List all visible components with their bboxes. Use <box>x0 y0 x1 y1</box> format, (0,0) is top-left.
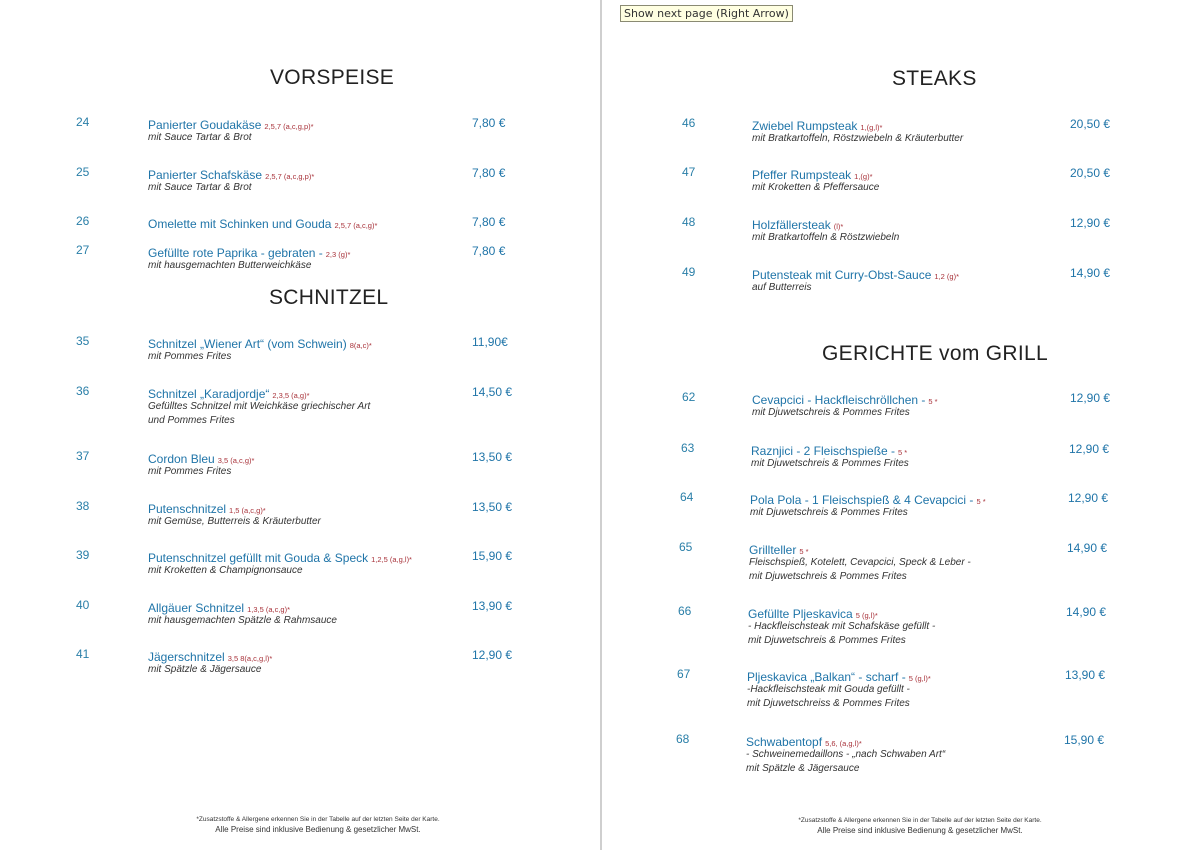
item-price: 7,80 € <box>472 244 506 258</box>
item-price: 7,80 € <box>472 116 506 130</box>
item-name: Pola Pola - 1 Fleischspieß & 4 Cevapcici - <box>750 493 974 507</box>
item-price: 13,90 € <box>1065 668 1106 682</box>
item-number: 25 <box>76 165 90 179</box>
item-price: 12,90 € <box>1070 391 1111 405</box>
item-price: 12,90 € <box>472 648 513 662</box>
allergen-code: (l)* <box>833 222 844 231</box>
item-price: 20,50 € <box>1070 117 1111 131</box>
item-number: 36 <box>76 384 90 398</box>
item-description: mit Djuwetschreis & Pommes Frites <box>750 507 908 518</box>
item-description: mit Spätzle & Jägersauce <box>148 664 262 675</box>
item-description: mit Djuwetschreis & Pommes Frites <box>751 458 909 469</box>
item-name: Allgäuer Schnitzel <box>148 601 245 615</box>
item-name: Holzfällersteak <box>752 218 831 232</box>
item-number: 24 <box>76 115 90 129</box>
item-name: Omelette mit Schinken und Gouda <box>148 217 332 231</box>
item-number: 65 <box>679 540 693 554</box>
allergen-code: 5,6, (a,g,l)* <box>825 739 862 748</box>
item-number: 47 <box>682 165 696 179</box>
item-description: mit Gemüse, Butterreis & Kräuterbutter <box>148 516 321 527</box>
item-price: 14,90 € <box>1067 541 1108 555</box>
allergen-code: 8(a,c)* <box>349 341 372 350</box>
allergen-code: 5 * <box>898 448 908 457</box>
item-price: 13,90 € <box>472 599 513 613</box>
allergen-code: 2,5,7 (a,c,g)* <box>334 221 378 230</box>
allergen-code: 1,5 (a,c,g)* <box>229 506 266 515</box>
item-description: mit Kroketten & Pfeffersauce <box>752 182 880 193</box>
item-number: 37 <box>76 449 90 463</box>
allergen-code: 1,2,5 (a,g,l)* <box>371 555 412 564</box>
item-description: mit Pommes Frites <box>148 351 232 362</box>
allergen-code: 2,3 (g)* <box>325 250 351 259</box>
section-title: GERICHTE vom GRILL <box>822 342 1048 365</box>
item-number: 26 <box>76 214 90 228</box>
item-description: - Schweinemedaillons - „nach Schwaben Art“ <box>746 749 946 760</box>
page-footer <box>760 817 1080 835</box>
item-price: 13,50 € <box>472 500 513 514</box>
footer-price-note: Alle Preise sind inklusive Bedienung & gesetzlicher MwSt. <box>817 826 1023 835</box>
page-footer <box>158 816 478 834</box>
allergen-code: 1,(g)* <box>854 172 873 181</box>
item-price: 14,90 € <box>1070 266 1111 280</box>
section-title: STEAKS <box>892 67 977 90</box>
item-name: Cordon Bleu <box>148 452 215 466</box>
item-name: Panierter Schafskäse <box>148 168 263 182</box>
footer-allergen-note: *Zusatzstoffe & Allergene erkennen Sie in der Tabelle auf der letzten Seite der Karte. <box>196 816 440 823</box>
item-name: Putenschnitzel gefüllt mit Gouda & Speck <box>148 551 369 565</box>
item-description: mit Djuwetschreis & Pommes Frites <box>752 407 910 418</box>
item-name: Pljeskavica „Balkan“ - scharf - <box>747 670 906 684</box>
item-number: 46 <box>682 116 696 130</box>
item-price: 12,90 € <box>1069 442 1110 456</box>
item-number: 38 <box>76 499 90 513</box>
item-number: 39 <box>76 548 90 562</box>
allergen-code: 1,(g,l)* <box>860 123 883 132</box>
item-description: -Hackfleischsteak mit Gouda gefüllt - <box>747 684 910 695</box>
item-description: mit Bratkartoffeln, Röstzwiebeln & Kräuterbutter <box>752 133 964 144</box>
allergen-code: 5 * <box>976 497 986 506</box>
section-title: SCHNITZEL <box>269 286 389 309</box>
item-price: 15,90 € <box>472 549 513 563</box>
item-price: 14,90 € <box>1066 605 1107 619</box>
allergen-code: 5 * <box>928 397 938 406</box>
item-price: 11,90€ <box>472 335 508 349</box>
item-price: 12,90 € <box>1068 491 1109 505</box>
item-number: 27 <box>76 243 90 257</box>
item-name: Cevapcici - Hackfleischröllchen - <box>752 393 926 407</box>
item-name: Raznjici - 2 Fleischspieße - <box>751 444 896 458</box>
item-price: 20,50 € <box>1070 166 1111 180</box>
item-description: auf Butterreis <box>752 282 812 293</box>
item-number: 48 <box>682 215 696 229</box>
item-description: mit hausgemachten Spätzle & Rahmsauce <box>148 615 337 626</box>
item-price: 14,50 € <box>472 385 513 399</box>
item-price: 13,50 € <box>472 450 513 464</box>
item-number: 63 <box>681 441 695 455</box>
allergen-code: 1,3,5 (a,c,g)* <box>247 605 291 614</box>
allergen-code: 3,5 (a,c,g)* <box>217 456 255 465</box>
item-price: 7,80 € <box>472 166 506 180</box>
item-price: 15,90 € <box>1064 733 1105 747</box>
allergen-code: 2,5,7 (a,c,g,p)* <box>264 122 314 131</box>
item-description: Gefülltes Schnitzel mit Weichkäse griechischer Art <box>148 401 371 412</box>
item-description: mit Djuwetschreis & Pommes Frites <box>749 571 907 582</box>
item-name: Putenschnitzel <box>148 502 227 516</box>
item-price: 7,80 € <box>472 215 506 229</box>
item-name: Schnitzel „Karadjordje“ <box>148 387 270 401</box>
item-name: Jägerschnitzel <box>148 650 225 664</box>
item-name: Gefüllte rote Paprika - gebraten - <box>148 246 323 260</box>
item-number: 66 <box>678 604 692 618</box>
item-name: Gefüllte Pljeskavica <box>748 607 853 621</box>
item-description: und Pommes Frites <box>148 415 235 426</box>
item-name: Zwiebel Rumpsteak <box>752 119 858 133</box>
item-description: - Hackfleischsteak mit Schafskäse gefüllt - <box>748 621 936 632</box>
item-name: Schwabentopf <box>746 735 823 749</box>
allergen-code: 5 (g,l)* <box>908 674 931 683</box>
footer-price-note: Alle Preise sind inklusive Bedienung & gesetzlicher MwSt. <box>215 825 421 834</box>
menu-item-title <box>148 215 377 233</box>
item-number: 64 <box>680 490 694 504</box>
allergen-code: 3,5 8(a,c,g,l)* <box>227 654 273 663</box>
item-description: mit Kroketten & Champignonsauce <box>148 565 303 576</box>
item-description: mit Spätzle & Jägersauce <box>746 763 860 774</box>
item-name: Grillteller <box>749 543 797 557</box>
allergen-code: 2,5,7 (a,c,g,p)* <box>265 172 315 181</box>
item-name: Pfeffer Rumpsteak <box>752 168 852 182</box>
section-title: VORSPEISE <box>270 66 395 89</box>
item-name: Schnitzel „Wiener Art“ (vom Schwein) <box>148 337 347 351</box>
item-description: mit Sauce Tartar & Brot <box>148 182 252 193</box>
item-number: 41 <box>76 647 90 661</box>
item-description: mit Pommes Frites <box>148 466 232 477</box>
item-number: 40 <box>76 598 90 612</box>
item-name: Panierter Goudakäse <box>148 118 262 132</box>
item-number: 62 <box>682 390 696 404</box>
item-description: mit Djuwetschreis & Pommes Frites <box>748 635 906 646</box>
footer-allergen-note: *Zusatzstoffe & Allergene erkennen Sie in der Tabelle auf der letzten Seite der Karte. <box>798 817 1042 824</box>
allergen-code: 1,2 (g)* <box>934 272 960 281</box>
item-description: mit Sauce Tartar & Brot <box>148 132 252 143</box>
item-description: Fleischspieß, Kotelett, Cevapcici, Speck & Leber - <box>749 557 971 568</box>
item-number: 49 <box>682 265 696 279</box>
item-description: mit Bratkartoffeln & Röstzwiebeln <box>752 232 900 243</box>
item-description: mit Djuwetschreiss & Pommes Frites <box>747 698 910 709</box>
allergen-code: 2,3,5 (a,g)* <box>272 391 310 400</box>
item-price: 12,90 € <box>1070 216 1111 230</box>
allergen-code: 5 (g,l)* <box>855 611 878 620</box>
item-name: Putensteak mit Curry-Obst-Sauce <box>752 268 932 282</box>
item-number: 67 <box>677 667 691 681</box>
menu-page-right <box>602 0 1200 850</box>
item-description: mit hausgemachten Butterweichkäse <box>148 260 312 271</box>
item-number: 68 <box>676 732 690 746</box>
next-page-tooltip: Show next page (Right Arrow) <box>620 5 793 22</box>
allergen-code: 5 * <box>799 547 809 556</box>
item-number: 35 <box>76 334 90 348</box>
